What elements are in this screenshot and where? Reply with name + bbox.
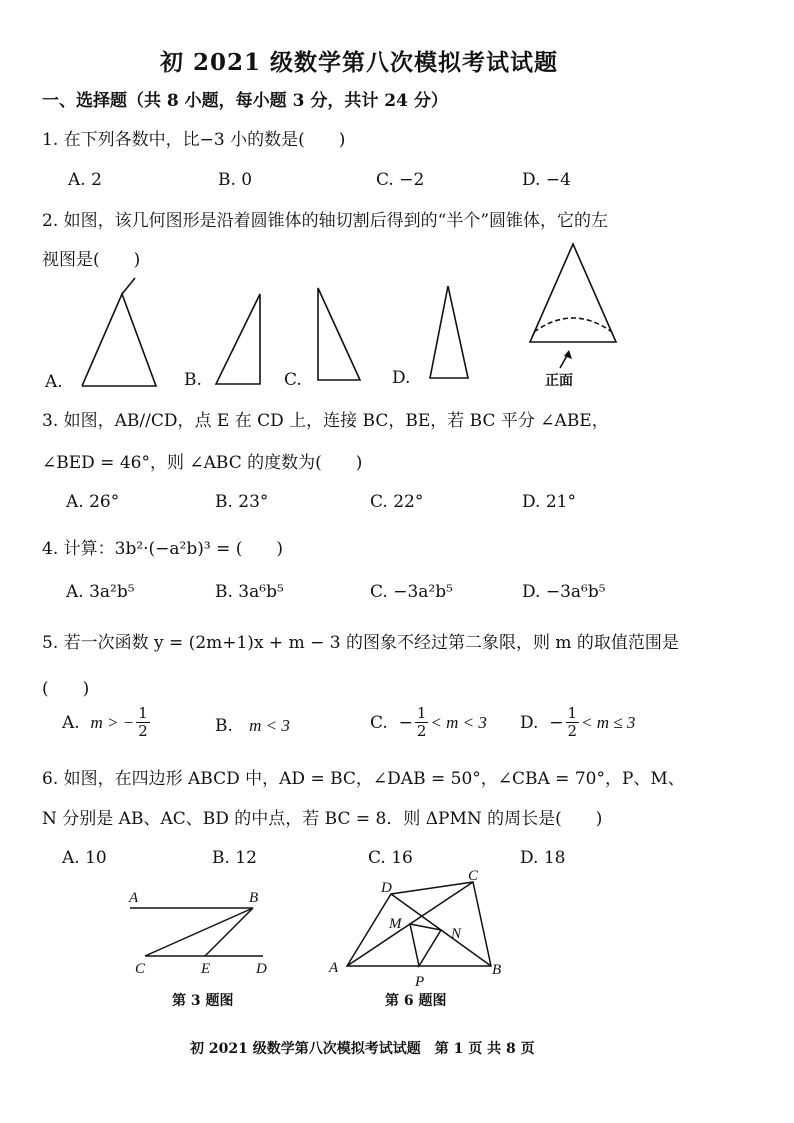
- q2-option-c-figure: [310, 284, 370, 384]
- q4-option-c: C. −3a²b⁵: [370, 582, 453, 602]
- fraction-numerator: 1: [567, 704, 578, 722]
- fig3-label-e: E: [201, 961, 211, 977]
- question-4-text: 4. 计算：3b²·(−a²b)³ = ( ): [42, 539, 284, 559]
- q2-option-a-label: A.: [45, 372, 63, 392]
- q5-option-b-label: B.: [215, 716, 233, 736]
- fig3-label-c: C: [135, 961, 146, 977]
- fig3-label-d: D: [256, 961, 267, 977]
- fig6-label-n: N: [451, 926, 462, 942]
- question-6-text: 6. 如图，在四边形 ABCD 中，AD = BC，∠DAB = 50°，∠CBA = 70°，P、M、: [42, 769, 685, 789]
- q4-option-b: B. 3a⁶b⁵: [215, 582, 284, 602]
- fig6-label-m: M: [389, 916, 402, 932]
- q3-option-a: A. 26°: [66, 492, 120, 512]
- q2-option-d-label: D.: [392, 368, 411, 388]
- q5-option-c: [370, 706, 487, 739]
- q6-option-c: C. 16: [368, 848, 413, 868]
- page-title: 初 2021 级数学第八次模拟考试试题: [160, 49, 559, 76]
- q1-option-b: B. 0: [218, 170, 253, 190]
- question-2-text: 2. 如图，该几何图形是沿着圆锥体的轴切割后得到的“半个”圆锥体，它的左: [42, 211, 609, 231]
- q2-option-a-figure: [70, 282, 170, 392]
- q3-option-d: D. 21°: [522, 492, 576, 512]
- fraction-denominator: 2: [138, 722, 148, 740]
- page-footer: 初 2021 级数学第八次模拟考试试题 第 1 页 共 8 页: [190, 1041, 535, 1057]
- q5-option-d-expr: < m ≤ 3: [581, 712, 636, 732]
- q2-option-b-label: B.: [184, 370, 202, 390]
- q1-option-c: C. −2: [376, 170, 425, 190]
- question-1-text: 1. 在下列各数中，比−3 小的数是( ): [42, 130, 346, 150]
- q2-option-b-figure: [210, 290, 270, 390]
- question-5-text-line2: ( ): [42, 679, 90, 699]
- fig6-label-a: A: [329, 960, 339, 976]
- question-6-text-line2: N 分别是 AB、AC、BD 的中点，若 BC = 8．则 ΔPMN 的周长是( ): [42, 809, 603, 829]
- q5-option-c-fraction: [415, 706, 429, 739]
- q5-option-c-expr: < m < 3: [430, 712, 487, 732]
- fraction-numerator: 1: [416, 704, 427, 722]
- q5-option-c-label: C.: [370, 712, 388, 733]
- q5-option-d: [520, 706, 635, 739]
- q1-option-d: D. −4: [522, 170, 571, 190]
- q6-option-a: A. 10: [62, 848, 107, 868]
- fig6-label-d: D: [381, 880, 392, 896]
- q4-option-a: A. 3a²b⁵: [66, 582, 135, 602]
- front-view-label: 正面: [545, 373, 573, 389]
- q5-option-a-fraction: [136, 706, 150, 739]
- figure-3-caption: 第 3 题图: [172, 993, 234, 1009]
- q5-option-d-minus: −: [549, 712, 564, 733]
- question-5-text: 5. 若一次函数 y = (2m+1)x + m − 3 的图象不经过第二象限，则 m 的取值范围是: [42, 633, 679, 653]
- question-3-text: 3. 如图，AB//CD，点 E 在 CD 上，连接 BC，BE，若 BC 平分 ∠ABE，: [42, 411, 609, 431]
- q4-option-d: D. −3a⁶b⁵: [522, 582, 606, 602]
- q5-option-a-expr: m > −: [90, 712, 135, 732]
- q6-option-b: B. 12: [212, 848, 257, 868]
- q6-option-d: D. 18: [520, 848, 566, 868]
- figure-3: [125, 885, 275, 980]
- fraction-denominator: 2: [567, 722, 578, 740]
- fraction-numerator: 1: [138, 704, 148, 722]
- q5-option-d-label: D.: [520, 712, 539, 733]
- q5-option-a: [62, 706, 152, 739]
- fig6-label-b: B: [492, 962, 502, 978]
- section-heading: 一、选择题（共 8 小题，每小题 3 分，共计 24 分）: [42, 91, 448, 111]
- q5-option-c-minus: −: [398, 712, 413, 733]
- figure-6-caption: 第 6 题图: [385, 993, 447, 1009]
- question-2-text-line2: 视图是( ): [42, 250, 141, 270]
- q2-option-c-label: C.: [284, 370, 302, 390]
- fig6-label-c: C: [468, 868, 479, 884]
- fig3-label-a: A: [129, 890, 139, 906]
- q3-option-b: B. 23°: [215, 492, 269, 512]
- figure-6: [325, 870, 515, 995]
- q3-option-c: C. 22°: [370, 492, 424, 512]
- q5-option-d-fraction: [566, 706, 580, 739]
- half-cone-figure: [520, 240, 630, 380]
- q5-option-b: [215, 716, 290, 736]
- q1-option-a: A. 2: [68, 170, 102, 190]
- fig3-label-b: B: [249, 890, 259, 906]
- fig6-label-p: P: [415, 974, 425, 990]
- q5-option-b-expr: m < 3: [249, 716, 290, 735]
- question-3-text-line2: ∠BED = 46°，则 ∠ABC 的度数为( ): [42, 453, 363, 473]
- q5-option-a-label: A.: [62, 712, 80, 733]
- q2-option-d-figure: [420, 282, 480, 382]
- fraction-denominator: 2: [416, 722, 427, 740]
